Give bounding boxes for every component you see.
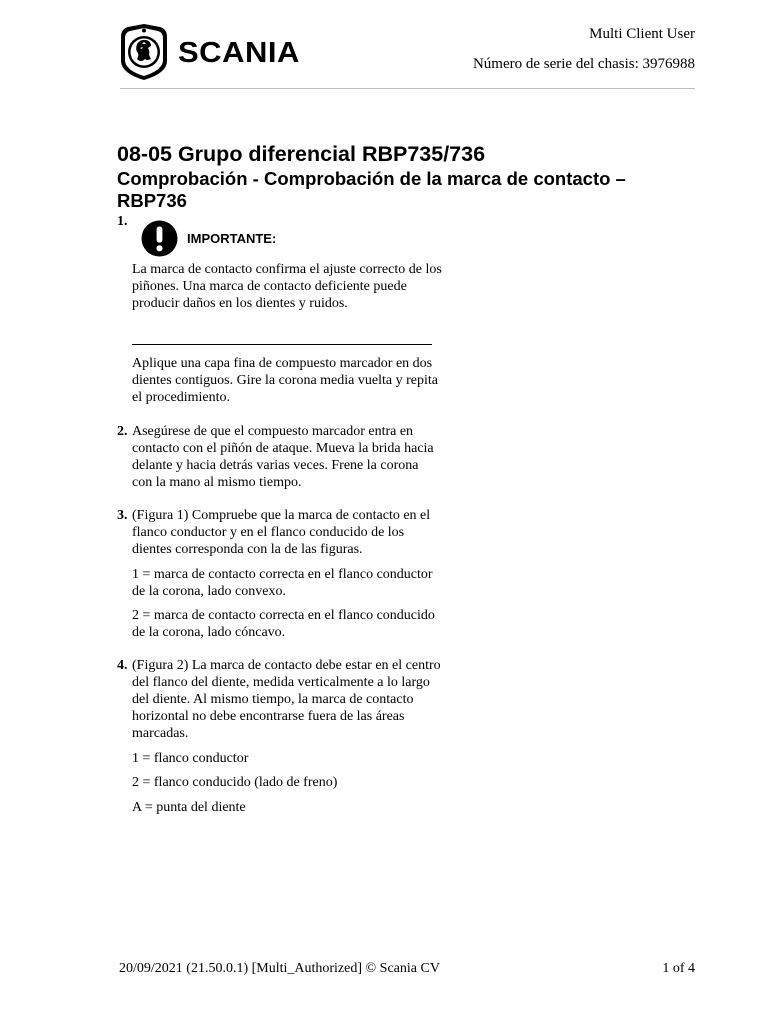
warning-text: La marca de contacto confirma el ajuste correcto de los piñones. Una marca de contacto deficiente puede producir daños en los dientes y ruidos. — [132, 262, 442, 311]
step-note: 2 = flanco conducido (lado de freno) — [132, 775, 338, 790]
header-info — [473, 27, 695, 72]
step-number: 4. — [117, 658, 128, 673]
footer-info: 20/09/2021 (21.50.0.1) [Multi_Authorized] © Scania CV — [119, 961, 440, 976]
step-text: (Figura 1) Compruebe que la marca de contacto en el flanco conductor y en el flanco conducido de los dientes corresponda con la de las figuras. — [132, 508, 431, 557]
scania-griffin-emblem-icon — [120, 23, 168, 81]
step-number: 3. — [117, 508, 128, 523]
step-note: 1 = flanco conductor — [132, 751, 249, 766]
header-user: Multi Client User — [589, 26, 695, 42]
step-note: 1 = marca de contacto correcta en el flanco conductor de la corona, lado convexo. — [132, 567, 433, 599]
step-text: Asegúrese de que el compuesto marcador entra en contacto con el piñón de ataque. Mueva la brida hacia delante y hacia detrás varias veces. Frene la corona con la mano al mismo tiempo. — [132, 424, 434, 490]
header-chassis-number: Número de serie del chasis: 3976988 — [472, 56, 695, 72]
page-title: 08-05 Grupo diferencial RBP735/736 — [117, 142, 486, 166]
header-divider — [120, 88, 695, 89]
page-subtitle: Comprobación - Comprobación de la marca de contacto – RBP736 — [117, 168, 626, 211]
step-text: (Figura 2) La marca de contacto debe estar en el centro del flanco del diente, medida verticalmente a lo largo del diente. Al mismo tiempo, la marca de contacto horizontal no debe encontrarse fuera de las áreas marcadas. — [132, 658, 441, 741]
page-number: 1 of 4 — [662, 961, 695, 976]
exclamation-circle-icon — [141, 220, 178, 257]
step-text: Aplique una capa fina de compuesto marcador en dos dientes contiguos. Gire la corona media vuelta y repita el procedimiento. — [132, 356, 438, 405]
scania-logo — [120, 22, 332, 82]
warning-label: IMPORTANTE: — [187, 231, 277, 246]
step-note: A = punta del diente — [132, 800, 246, 815]
step-note: 2 = marca de contacto correcta en el flanco conducido de la corona, lado cóncavo. — [132, 608, 435, 640]
step-number: 2. — [117, 424, 128, 439]
step-number: 1. — [117, 214, 128, 229]
brand-wordmark: SCANIA — [178, 35, 300, 69]
warning-divider — [132, 344, 432, 345]
